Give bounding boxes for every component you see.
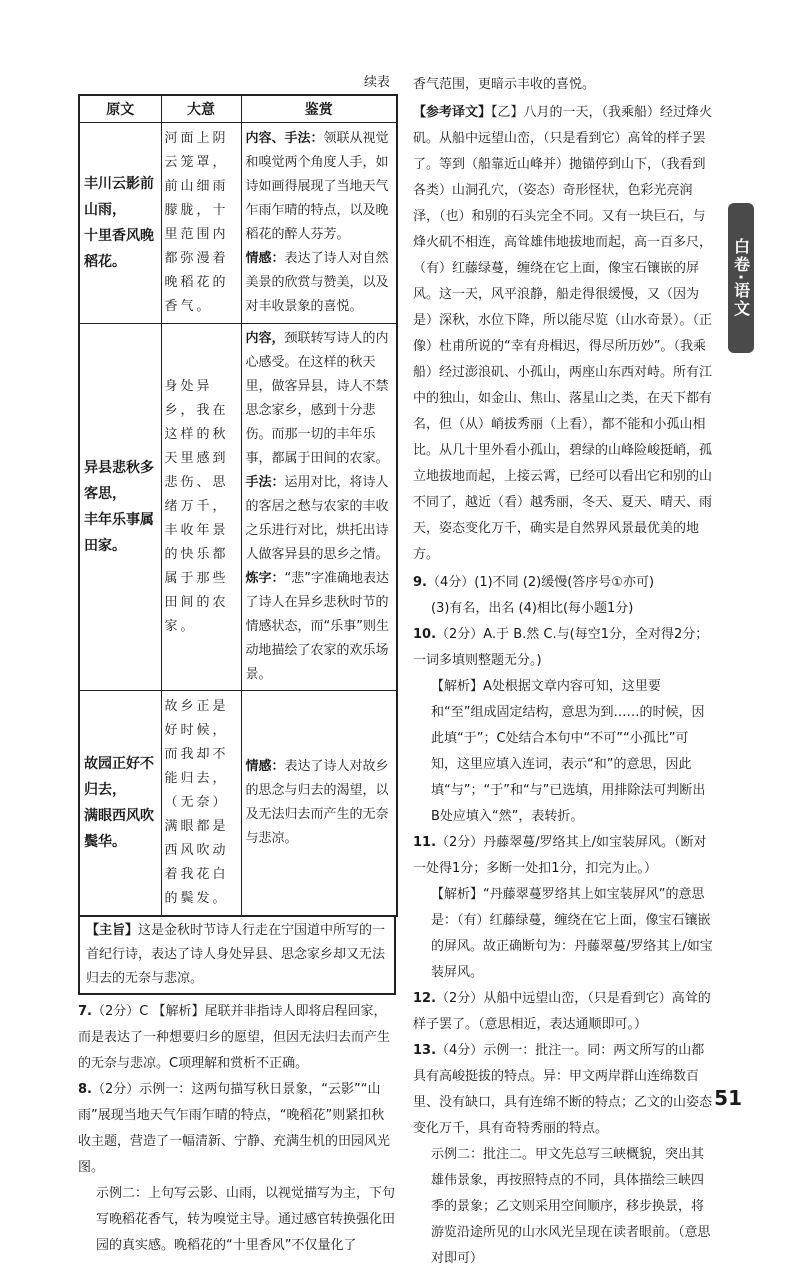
question-number: 8. <box>78 1082 92 1097</box>
table-header-row <box>79 95 397 123</box>
answer-text: 【解析】“丹藤翠蔓罗络其上如宝装屏风”的意思是：（有）红藤绿蔓，缠绕在它上面，像宝石镶嵌的屏风。故正确断句为：丹藤翠蔓/罗络其上/如宝装屏风。 <box>431 887 713 980</box>
right-column <box>413 72 713 1272</box>
side-tab-dot: · <box>731 273 751 283</box>
question-number: 7. <box>78 1004 92 1019</box>
appreciation-item <box>246 247 393 319</box>
poem-table <box>78 94 398 917</box>
table-row <box>79 324 397 691</box>
original-line: 丰年乐事属 <box>84 512 154 528</box>
side-tab-text: 语文 <box>731 282 751 319</box>
question-number: 11. <box>413 835 437 850</box>
answer-13 <box>413 1038 713 1272</box>
appreciation-cell <box>241 324 397 691</box>
appreciation-text: 运用对比，将诗人的客居之愁与农家的丰收之乐进行对比，烘托出诗人做客异县的思乡之情。 <box>245 475 389 562</box>
appreciation-label: 情感： <box>245 251 285 266</box>
appreciation-cell <box>241 123 397 324</box>
answer-text: （4分）示例一：批注一。同：两文所写的山都具有高峻挺拔的特点。异：甲文两岸群山连绵数百里、没有缺口，具有连绵不断的特点；乙文的山姿态变化万千，具有奇特秀丽的特点。 <box>413 1043 713 1136</box>
meaning-cell: 身处异乡，我在这样的秋天里感到悲伤、思绪万千，丰收年景的快乐都属于那些田间的农家。 <box>161 324 241 691</box>
appreciation-label: 内容， <box>245 331 285 346</box>
answer-10 <box>413 622 713 830</box>
appreciation-label: 内容、手法： <box>245 131 324 146</box>
appreciation-text: 颈联转写诗人的内心感受。在这样的秋天里，做客异县，诗人不禁思念家乡，感到十分悲伤。而那一切的丰年乐事，都属于田间的农家。 <box>245 331 389 466</box>
appreciation-label: 情感： <box>245 759 285 774</box>
translation-label: 【参考译文】 <box>413 105 492 120</box>
header-appreciation: 鉴赏 <box>241 95 397 123</box>
theme-label: 【主旨】 <box>86 923 139 938</box>
original-line: 田家。 <box>84 538 126 554</box>
appreciation-item <box>246 567 393 687</box>
original-line: 稻花。 <box>84 254 126 270</box>
original-cell <box>79 123 161 324</box>
theme-box <box>78 917 396 995</box>
answer-text: （2分）A.于 B.然 C.与(每空1分，全对得2分；一词多填则整题无分。) <box>413 627 709 668</box>
appreciation-text: “悲”字准确地表达了诗人在异乡悲秋时节的情感状态，而“乐事”则生动地描绘了农家的欢乐场景。 <box>245 571 389 682</box>
answer-text: （2分）示例一：这两句描写秋日景象，“云影”“山雨”展现当地天气乍雨乍晴的特点，“晚稻花”则紧扣秋收主题，营造了一幅清新、宁静、充满生机的田园风光图。 <box>78 1082 391 1175</box>
answer-text: （2分）C 【解析】尾联并非指诗人即将启程回家，而是表达了一种想要归乡的愿望，但因无法归去而产生的无奈与悲凉。C项理解和赏析不正确。 <box>78 1004 391 1071</box>
answer-text: （2分）从船中远望山峦，（只是看到它）高耸的样子罢了。（意思相近，表达通顺即可。） <box>413 991 711 1032</box>
appreciation-item <box>246 327 393 471</box>
appreciation-item <box>246 127 393 247</box>
question-number: 13. <box>413 1043 437 1058</box>
appreciation-label: 手法： <box>245 475 285 490</box>
original-line: 丰川云影前 <box>84 176 154 192</box>
meaning-cell: 河面上阴云笼罩，前山细雨朦胧，十里范围内都弥漫着晚稻花的香气。 <box>161 123 241 324</box>
answer-text: 【解析】A处根据文章内容可知，这里要和“至”组成固定结构，意思为到……的时候，因此填“于”；C处结合本句中“不可”“小孤比”可知，这里应填入连词，表示“和”的意思，因此填“与”；“于”和“与”已选填，用排除法可判断出B处应填入“然”，表转折。 <box>431 679 706 824</box>
appreciation-text: 表达了诗人对故乡的思念与归去的渴望，以及无法归去而产生的无奈与悲凉。 <box>245 759 389 846</box>
original-line: 十里香风晚 <box>84 228 154 244</box>
original-cell <box>79 324 161 691</box>
left-column <box>78 72 396 1259</box>
answer-9 <box>413 570 713 622</box>
original-line: 归去， <box>84 782 126 798</box>
appreciation-item <box>246 755 393 851</box>
original-line: 山雨， <box>84 202 126 218</box>
answer-text: 示例二：批注二。甲文先总写三峡概貌，突出其雄伟景象，再按照特点的不同，具体描绘三峡四季的景象；乙文则采用空间顺序，移步换景，将游览沿途所见的山水风光呈现在读者眼前。（意思对即可） <box>431 1147 711 1266</box>
table-row <box>79 691 397 917</box>
answer-text: （2分）丹藤翠蔓/罗络其上/如宝装屏风。（断对一处得1分；多断一处扣1分，扣完为止。） <box>413 835 707 876</box>
answer-text: (3)有名，出名 (4)相比(每小题1分) <box>431 601 634 616</box>
answer-8 <box>78 1077 396 1259</box>
original-line: 异县悲秋多 <box>84 460 154 476</box>
meaning-cell: 故乡正是好时候，而我却不能归去，（无奈）满眼都是西风吹动着我花白的鬓发。 <box>161 691 241 917</box>
continue-label: 续表 <box>363 75 390 90</box>
original-line: 鬓华。 <box>84 834 126 850</box>
appreciation-text: 领联从视觉和嗅觉两个角度人手，如诗如画得展现了当地天气乍雨乍晴的特点，以及晚稻花的醉人芬芳。 <box>245 131 389 242</box>
appreciation-text: 表达了诗人对自然美景的欣赏与赞美，以及对丰收景象的喜悦。 <box>245 251 389 314</box>
original-line: 满眼西风吹 <box>84 808 154 824</box>
original-cell <box>79 691 161 917</box>
answer-12 <box>413 986 713 1038</box>
section-side-tab <box>728 203 754 353</box>
question-number: 10. <box>413 627 437 642</box>
table-row <box>79 123 397 324</box>
theme-text: 这是金秋时节诗人行走在宁国道中所写的一首纪行诗，表达了诗人身处异县、思念家乡却又无法归去的无奈与悲凉。 <box>86 923 386 986</box>
original-line: 客思， <box>84 486 126 502</box>
header-meaning: 大意 <box>161 95 241 123</box>
answer-11 <box>413 830 713 986</box>
side-tab-text: 白卷 <box>731 237 751 274</box>
appreciation-item <box>246 471 393 567</box>
answer-7 <box>78 999 396 1077</box>
page-number: 51 <box>714 1086 742 1110</box>
question-number: 12. <box>413 991 437 1006</box>
appreciation-cell <box>241 691 397 917</box>
appreciation-label: 炼字： <box>245 571 285 586</box>
translation-text: 【乙】八月的一天，（我乘船）经过烽火矶。从船中远望山峦，（只是看到它）高耸的样子罢了。等到（船靠近山峰并）拋锚停到山下，（我看到各类）山洞孔穴，（姿态）奇形怪状，色彩光亮润泽，（也）和别的石头完全不同。又有一块巨石，与烽火矶不相连，高耸雄伟地拔地而起，高一百多尺，（有）红藤绿蔓，缠绕在它上面，像宝石镶嵌的屏风。这一天，风平浪静，船走得很缓慢，又（因为是）深秋，水位下降，所以能尽览（山水奇景）。（正像）杜甫所说的“幸有舟楫迟，得尽所历妙”。（我乘船）经过澎浪矶、小孤山，两座山东西对峙。所有江中的独山，如金山、焦山、落星山之类，在天下都有名，但（从）峭拔秀丽（上看），都不能和小孤山相比。从几十里外看小孤山，碧绿的山峰险峻挺峭，孤立地拔地而起，上接云霄，已经可以看出它和别的山不同了，越近（看）越秀丽，冬天、夏天、晴天、雨天，姿态变化万千，确实是自然界风景最优美的地方。 <box>413 105 713 562</box>
answer-text: （4分）(1)不同 (2)缓慢(答序号①亦可) <box>426 575 655 590</box>
question-number: 9. <box>413 575 427 590</box>
original-line: 故园正好不 <box>84 756 154 772</box>
continued-text: 香气范围，更暗示丰收的喜悦。 <box>413 77 596 92</box>
header-original: 原文 <box>79 95 161 123</box>
answer-text: 示例二：上句写云影、山雨，以视觉描写为主，下句写晚稻花香气，转为嗅觉主导。通过感官转换强化田园的真实感。晚稻花的“十里香风”不仅量化了 <box>96 1186 396 1253</box>
